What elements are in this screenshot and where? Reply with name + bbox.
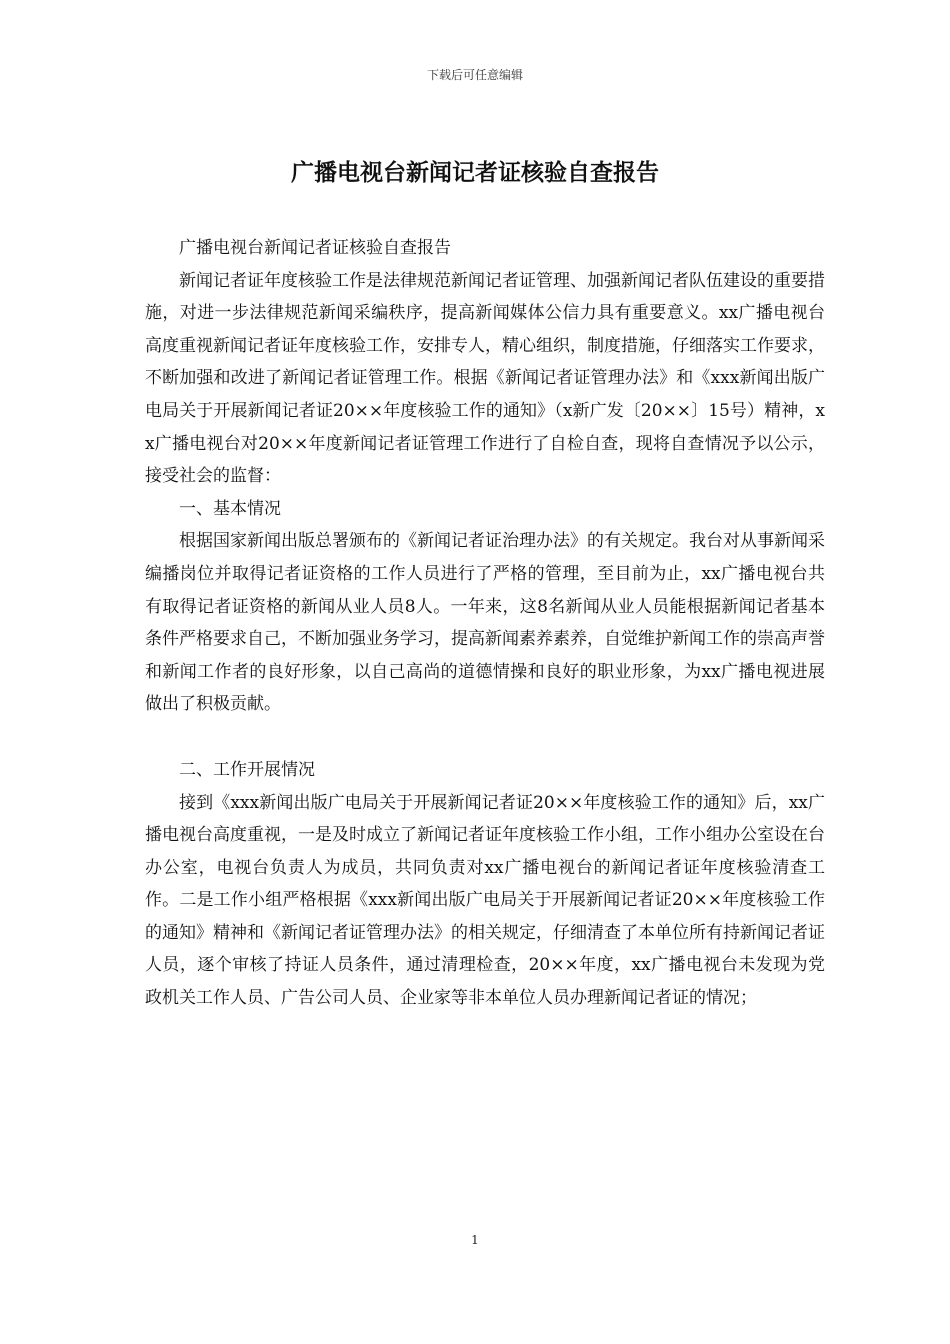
document-title: 广播电视台新闻记者证核验自查报告 <box>291 160 659 186</box>
work-progress-paragraph: 接到《xxx新闻出版广电局关于开展新闻记者证20××年度核验工作的通知》后，xx广播电视台高度重视，一是及时成立了新闻记者证年度核验工作小组，工作小组办公室设在台办公室，电视台负责人为成员，共同负责对xx广播电视台的新闻记者证年度核验清查工作。二是工作小组严格根据《xxx新闻出版广电局关于开展新闻记者证20××年度核验工作的通知》精神和《新闻记者证管理办法》的相关规定，仔细清查了本单位所有持新闻记者证人员，逐个审核了持证人员条件，通过清理检查，20××年度，xx广播电视台未发现为党政机关工作人员、广告公司人员、企业家等非本单位人员办理新闻记者证的情况； <box>145 792 825 1009</box>
intro-paragraph: 新闻记者证年度核验工作是法律规范新闻记者证管理、加强新闻记者队伍建设的重要措施，对进一步法律规范新闻采编秩序，提高新闻媒体公信力具有重要意义。xx广播电视台高度重视新闻记者证年度核验工作，安排专人，精心组织，制度措施，仔细落实工作要求，不断加强和改进了新闻记者证管理工作。根据《新闻记者证管理办法》和《xxx新闻出版广电局关于开展新闻记者证20××年度核验工作的通知》（x新广发〔20××〕15号）精神，xx广播电视台对20××年度新闻记者证管理工作进行了自检自查，现将自查情况予以公示，接受社会的监督： <box>145 270 825 487</box>
page-header-note: 下载后可任意编辑 <box>426 68 523 82</box>
page-number: 1 <box>471 1233 479 1247</box>
paragraph-spacer <box>145 721 825 754</box>
document-body <box>145 232 825 1015</box>
subtitle-paragraph: 广播电视台新闻记者证核验自查报告 <box>179 238 451 258</box>
section-heading-work: 二、工作开展情况 <box>179 759 315 780</box>
basic-situation-paragraph: 根据国家新闻出版总署颁布的《新闻记者证治理办法》的有关规定。我台对从事新闻采编播岗位并取得记者证资格的工作人员进行了严格的管理，至目前为止，xx广播电视台共有取得记者证资格的新闻从业人员8人。一年来，这8名新闻从业人员能根据新闻记者基本条件严格要求自己，不断加强业务学习，提高新闻素养素养，自觉维护新闻工作的崇高声誉和新闻工作者的良好形象，以自己高尚的道德情操和良好的职业形象，为xx广播电视进展做出了积极贡献。 <box>145 531 825 715</box>
section-heading-basic: 一、基本情况 <box>179 498 281 519</box>
